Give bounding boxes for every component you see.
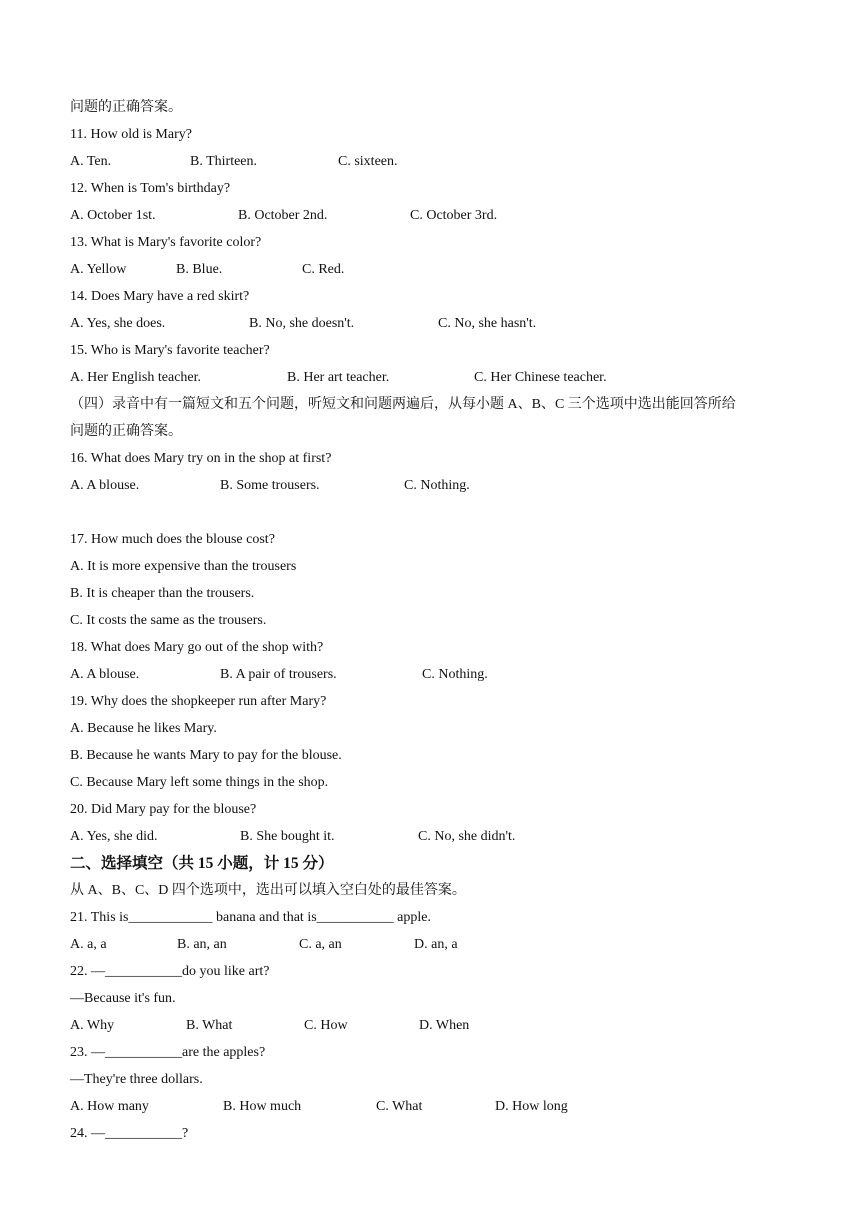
q12-option-a: A. October 1st.	[70, 208, 156, 223]
q23-response: —They're three dollars.	[70, 1072, 203, 1087]
q22-response: —Because it's fun.	[70, 991, 176, 1006]
q21-option-c: C. a, an	[299, 937, 342, 952]
q21-option-b: B. an, an	[177, 937, 227, 952]
q16-option-a: A. A blouse.	[70, 478, 140, 493]
question-15: 15. Who is Mary's favorite teacher?	[70, 343, 270, 358]
q23-option-b: B. How much	[223, 1099, 302, 1114]
q11-option-a: A. Ten.	[70, 154, 112, 169]
q14-option-a: A. Yes, she does.	[70, 316, 166, 331]
part4-instruction-line1: （四）录音中有一篇短文和五个问题，听短文和问题两遍后，从每小题 A、B、C 三个选项中选出能回答所给	[70, 397, 736, 412]
q17-option-a: A. It is more expensive than the trousers	[70, 559, 297, 574]
q12-option-c: C. October 3rd.	[410, 208, 498, 223]
q13-option-a: A. Yellow	[70, 262, 127, 277]
q20-option-a: A. Yes, she did.	[70, 829, 158, 844]
question-11: 11. How old is Mary?	[70, 127, 192, 142]
q23-option-d: D. How long	[495, 1099, 568, 1114]
intro-tail: 问题的正确答案。	[70, 100, 182, 115]
q19-option-a: A. Because he likes Mary.	[70, 721, 217, 736]
q14-option-c: C. No, she hasn't.	[438, 316, 537, 331]
q18-option-b: B. A pair of trousers.	[220, 667, 337, 682]
q12-option-b: B. October 2nd.	[238, 208, 328, 223]
q20-option-c: C. No, she didn't.	[418, 829, 516, 844]
part4-instruction-line2: 问题的正确答案。	[70, 424, 182, 439]
section-2-title: 二、选择填空（共 15 小题，计 15 分）	[70, 855, 334, 872]
q23-option-c: C. What	[376, 1099, 423, 1114]
question-20: 20. Did Mary pay for the blouse?	[70, 802, 257, 817]
q18-option-c: C. Nothing.	[422, 667, 488, 682]
q15-option-a: A. Her English teacher.	[70, 370, 202, 385]
q11-option-c: C. sixteen.	[338, 154, 398, 169]
question-19: 19. Why does the shopkeeper run after Mary?	[70, 694, 327, 709]
q21-option-a: A. a, a	[70, 937, 107, 952]
q19-option-c: C. Because Mary left some things in the shop.	[70, 775, 329, 790]
question-24: 24. —___________?	[70, 1126, 189, 1141]
q22-option-a: A. Why	[70, 1018, 115, 1033]
question-21: 21. This is____________ banana and that is___________ apple.	[70, 910, 431, 925]
question-16: 16. What does Mary try on in the shop at first?	[70, 451, 332, 466]
q23-option-a: A. How many	[70, 1099, 149, 1114]
question-18: 18. What does Mary go out of the shop with?	[70, 640, 324, 655]
q16-option-c: C. Nothing.	[404, 478, 470, 493]
q22-option-c: C. How	[304, 1018, 348, 1033]
q19-option-b: B. Because he wants Mary to pay for the blouse.	[70, 748, 342, 763]
q21-option-d: D. an, a	[414, 937, 458, 952]
q14-option-b: B. No, she doesn't.	[249, 316, 355, 331]
question-14: 14. Does Mary have a red skirt?	[70, 289, 250, 304]
q22-option-b: B. What	[186, 1018, 233, 1033]
q11-option-b: B. Thirteen.	[190, 154, 258, 169]
question-13: 13. What is Mary's favorite color?	[70, 235, 262, 250]
question-17: 17. How much does the blouse cost?	[70, 532, 275, 547]
q17-option-b: B. It is cheaper than the trousers.	[70, 586, 255, 601]
q22-option-d: D. When	[419, 1018, 470, 1033]
q15-option-b: B. Her art teacher.	[287, 370, 390, 385]
q16-option-b: B. Some trousers.	[220, 478, 320, 493]
q13-option-c: C. Red.	[302, 262, 345, 277]
question-23: 23. —___________are the apples?	[70, 1045, 266, 1060]
q17-option-c: C. It costs the same as the trousers.	[70, 613, 267, 628]
q15-option-c: C. Her Chinese teacher.	[474, 370, 607, 385]
question-12: 12. When is Tom's birthday?	[70, 181, 231, 196]
q18-option-a: A. A blouse.	[70, 667, 140, 682]
section-2-instruction: 从 A、B、C、D 四个选项中，选出可以填入空白处的最佳答案。	[70, 883, 466, 898]
q13-option-b: B. Blue.	[176, 262, 223, 277]
q20-option-b: B. She bought it.	[240, 829, 335, 844]
question-22: 22. —___________do you like art?	[70, 964, 270, 979]
